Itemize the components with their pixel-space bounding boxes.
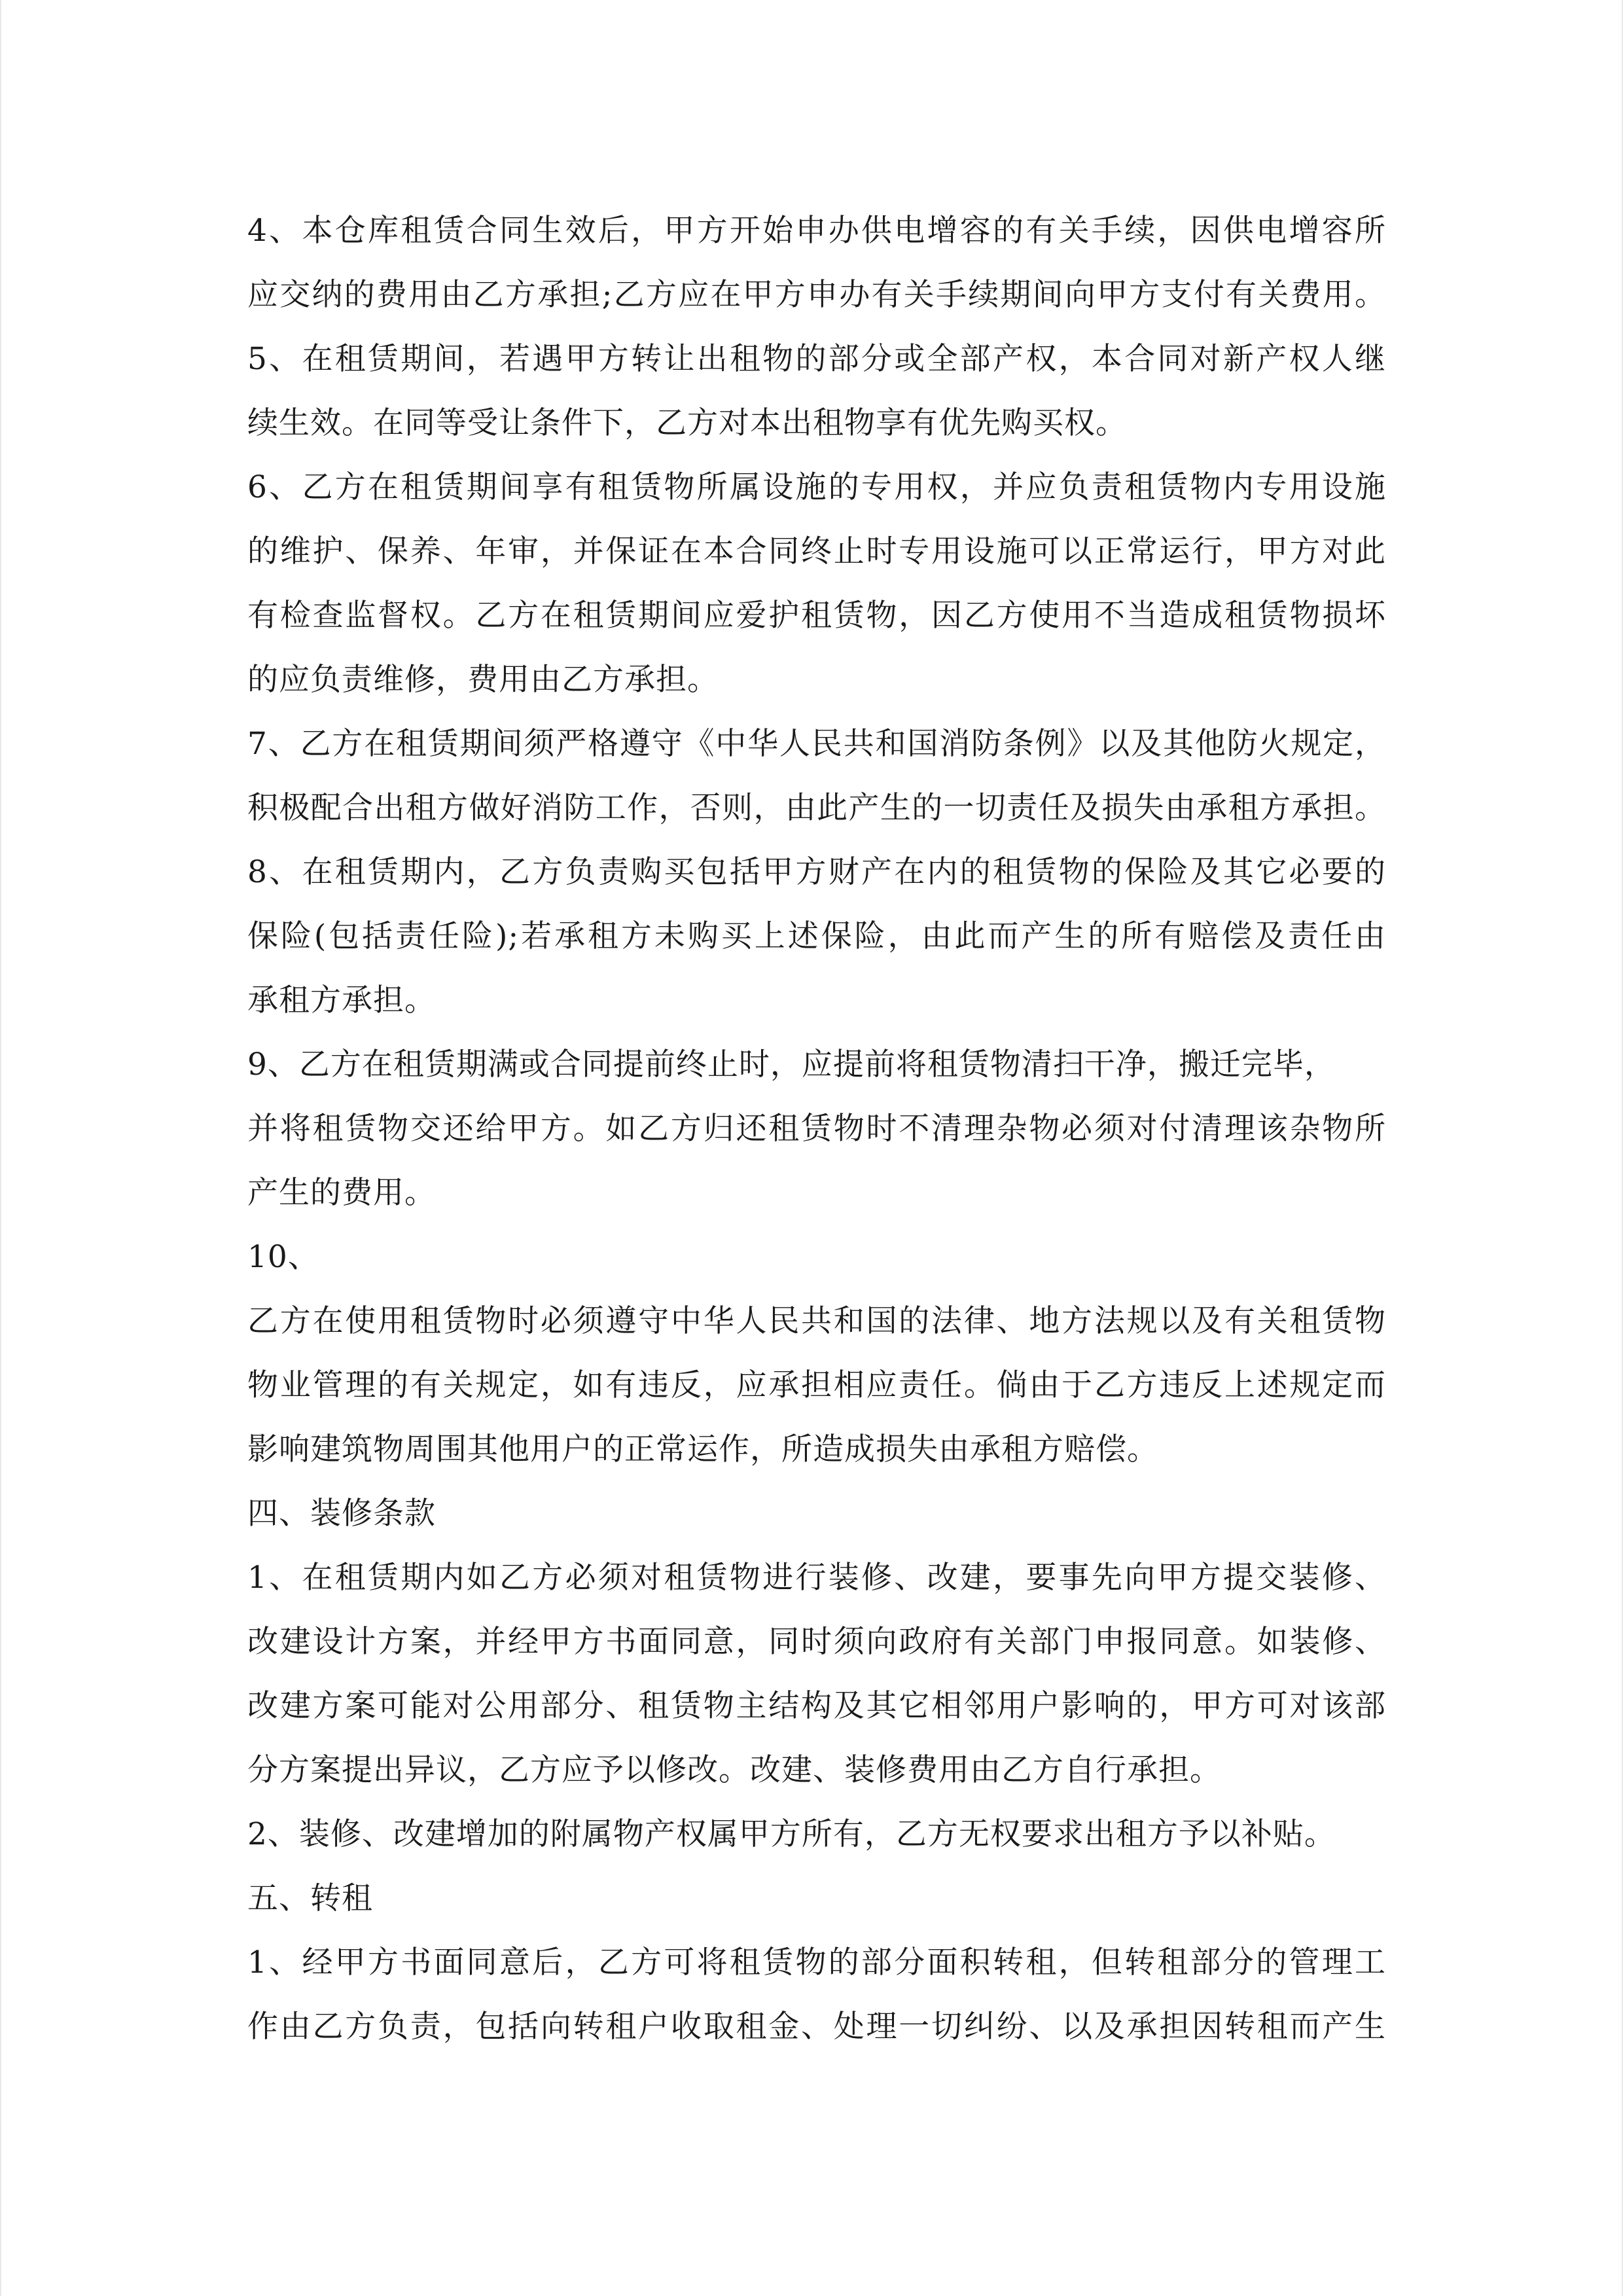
text-line: 6、乙方在租赁期间享有租赁物所属设施的专用权，并应负责租赁物内专用设施 — [247, 469, 1386, 505]
text-line: 7、乙方在租赁期间须严格遵守《中华人民共和国消防条例》以及其他防火规定， — [247, 726, 1386, 762]
text-line: 并将租赁物交还给甲方。如乙方归还租赁物时不清理杂物必须对付清理该杂物所 — [247, 1111, 1386, 1147]
section-heading: 五、转租 — [247, 1880, 373, 1916]
text-line: 的维护、保养、年审，并保证在本合同终止时专用设施可以正常运行，甲方对此 — [247, 533, 1386, 569]
text-line: 10、 — [247, 1239, 319, 1275]
text-line: 产生的费用。 — [247, 1175, 436, 1211]
text-line: 2、装修、改建增加的附属物产权属甲方所有，乙方无权要求出租方予以补贴。 — [247, 1816, 1336, 1852]
text-line: 5、在租赁期间，若遇甲方转让出租物的部分或全部产权，本合同对新产权人继 — [247, 341, 1386, 377]
text-line: 物业管理的有关规定，如有违反，应承担相应责任。倘由于乙方违反上述规定而 — [247, 1367, 1386, 1403]
text-line: 乙方在使用租赁物时必须遵守中华人民共和国的法律、地方法规以及有关租赁物 — [247, 1303, 1386, 1339]
text-line: 承租方承担。 — [247, 982, 436, 1018]
text-line: 续生效。在同等受让条件下，乙方对本出租物享有优先购买权。 — [247, 405, 1127, 441]
text-line: 9、乙方在租赁期满或合同提前终止时，应提前将租赁物清扫干净，搬迁完毕， — [247, 1047, 1336, 1083]
text-line: 影响建筑物周围其他用户的正常运作，所造成损失由承租方赔偿。 — [247, 1431, 1158, 1467]
document-body — [247, 199, 1386, 2059]
text-line: 4、本仓库租赁合同生效后，甲方开始申办供电增容的有关手续，因供电增容所 — [247, 213, 1386, 249]
section-heading: 四、装修条款 — [247, 1496, 436, 1532]
text-line: 的应负责维修，费用由乙方承担。 — [247, 662, 719, 698]
text-line: 保险(包括责任险);若承租方未购买上述保险，由此而产生的所有赔偿及责任由 — [247, 918, 1386, 954]
text-line: 有检查监督权。乙方在租赁期间应爱护租赁物，因乙方使用不当造成租赁物损坏 — [247, 598, 1386, 634]
text-line: 改建方案可能对公用部分、租赁物主结构及其它相邻用户影响的，甲方可对该部 — [247, 1688, 1386, 1724]
text-line: 作由乙方负责，包括向转租户收取租金、处理一切纠纷、以及承担因转租而产生 — [247, 2009, 1386, 2045]
text-line: 应交纳的费用由乙方承担;乙方应在甲方申办有关手续期间向甲方支付有关费用。 — [247, 277, 1386, 313]
text-line: 8、在租赁期内，乙方负责购买包括甲方财产在内的租赁物的保险及其它必要的 — [247, 854, 1386, 890]
text-line: 1、经甲方书面同意后，乙方可将租赁物的部分面积转租，但转租部分的管理工 — [247, 1945, 1386, 1981]
text-line: 1、在租赁期内如乙方必须对租赁物进行装修、改建，要事先向甲方提交装修、 — [247, 1560, 1386, 1596]
text-line: 改建设计方案，并经甲方书面同意，同时须向政府有关部门申报同意。如装修、 — [247, 1624, 1386, 1660]
text-line: 分方案提出异议，乙方应予以修改。改建、装修费用由乙方自行承担。 — [247, 1752, 1221, 1788]
text-line: 积极配合出租方做好消防工作，否则，由此产生的一切责任及损失由承租方承担。 — [247, 790, 1386, 826]
